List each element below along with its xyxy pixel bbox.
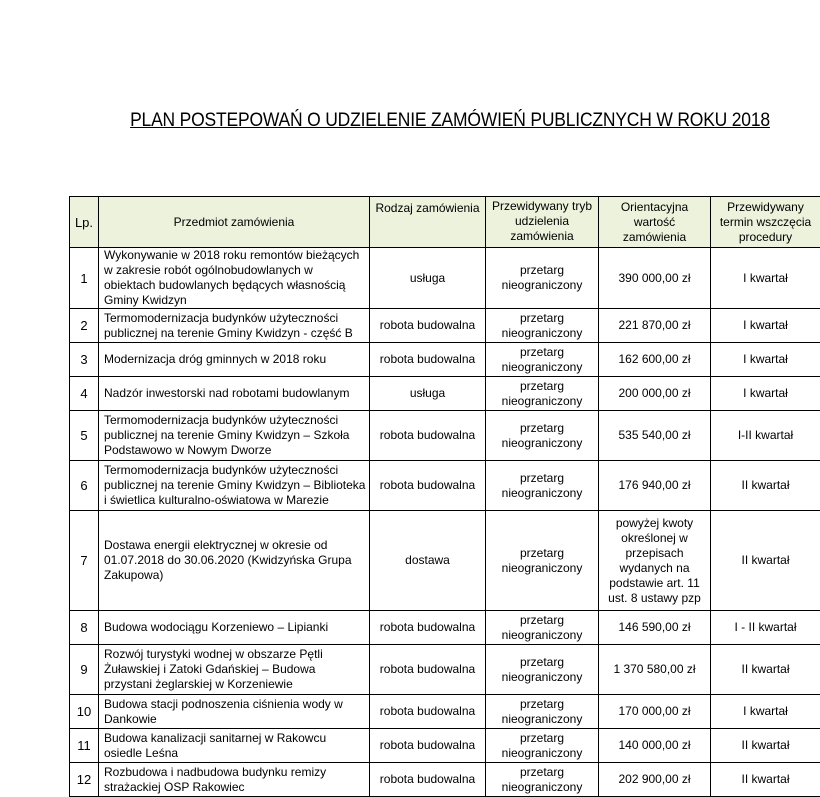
cell-mode: przetarg nieograniczony bbox=[486, 763, 599, 797]
cell-lp: 1 bbox=[70, 248, 99, 309]
cell-mode: przetarg nieograniczony bbox=[486, 695, 599, 729]
cell-subject: Budowa wodociągu Korzeniewo – Lipianki bbox=[99, 611, 370, 645]
cell-subject: Budowa stacji podnoszenia ciśnienia wody w Dankowie bbox=[99, 695, 370, 729]
cell-type: robota budowalna bbox=[370, 611, 486, 645]
table-row bbox=[70, 461, 820, 511]
table-row bbox=[70, 511, 820, 611]
header-value: Orientacyjna wartość zamówienia bbox=[599, 197, 711, 248]
header-mode: Przewidywany tryb udzielenia zamówienia bbox=[486, 197, 599, 248]
table-row bbox=[70, 763, 820, 797]
cell-subject: Rozwój turystyki wodnej w obszarze Pętli Żuławskiej i Zatoki Gdańskiej – Budowa przystani żeglarskiej w Korzeniewie bbox=[99, 645, 370, 695]
cell-mode: przetarg nieograniczony bbox=[486, 511, 599, 611]
cell-term: I kwartał bbox=[711, 248, 820, 309]
cell-subject: Termomodernizacja budynków użyteczności publicznej na terenie Gminy Kwidzyn – Szkoła Podstawowo w Nowym Dworze bbox=[99, 411, 370, 461]
cell-subject: Nadzór inwestorski nad robotami budowlanym bbox=[99, 377, 370, 411]
cell-type: robota budowalna bbox=[370, 461, 486, 511]
table-row bbox=[70, 729, 820, 763]
cell-type: robota budowalna bbox=[370, 695, 486, 729]
header-term: Przewidywany termin wszczęcia procedury bbox=[711, 197, 820, 248]
cell-value: powyżej kwoty określonej w przepisach wydanych na podstawie art. 11 ust. 8 ustawy pzp bbox=[599, 511, 711, 611]
cell-term: I kwartał bbox=[711, 695, 820, 729]
cell-term: I kwartał bbox=[711, 343, 820, 377]
cell-term: I - II kwartał bbox=[711, 611, 820, 645]
table-row bbox=[70, 611, 820, 645]
cell-lp: 4 bbox=[70, 377, 99, 411]
cell-mode: przetarg nieograniczony bbox=[486, 377, 599, 411]
cell-subject: Termomodernizacja budynków użyteczności publicznej na terenie Gminy Kwidzyn – Biblioteka i świetlica kulturalno-oświatowa w Marezie bbox=[99, 461, 370, 511]
table-row bbox=[70, 343, 820, 377]
cell-term: II kwartał bbox=[711, 763, 820, 797]
cell-mode: przetarg nieograniczony bbox=[486, 461, 599, 511]
cell-lp: 12 bbox=[70, 763, 99, 797]
header-lp: Lp. bbox=[70, 197, 99, 248]
cell-value: 162 600,00 zł bbox=[599, 343, 711, 377]
cell-term: II kwartał bbox=[711, 645, 820, 695]
cell-value: 146 590,00 zł bbox=[599, 611, 711, 645]
cell-type: robota budowalna bbox=[370, 309, 486, 343]
table-header-row bbox=[70, 197, 820, 248]
cell-value: 535 540,00 zł bbox=[599, 411, 711, 461]
cell-mode: przetarg nieograniczony bbox=[486, 729, 599, 763]
cell-value: 140 000,00 zł bbox=[599, 729, 711, 763]
cell-subject: Rozbudowa i nadbudowa budynku remizy strażackiej OSP Rakowiec bbox=[99, 763, 370, 797]
cell-subject: Dostawa energii elektrycznej w okresie od 01.07.2018 do 30.06.2020 (Kwidzyńska Grupa Zakupowa) bbox=[99, 511, 370, 611]
cell-lp: 2 bbox=[70, 309, 99, 343]
cell-subject: Wykonywanie w 2018 roku remontów bieżących w zakresie robót ogólnobudowlanych w obiektach budowlanych będących własnością Gminy Kwidzyn bbox=[99, 248, 370, 309]
cell-type: dostawa bbox=[370, 511, 486, 611]
table-row bbox=[70, 309, 820, 343]
cell-term: II kwartał bbox=[711, 729, 820, 763]
procurement-plan-table bbox=[69, 196, 820, 797]
cell-subject: Modernizacja dróg gminnych w 2018 roku bbox=[99, 343, 370, 377]
cell-lp: 10 bbox=[70, 695, 99, 729]
cell-value: 176 940,00 zł bbox=[599, 461, 711, 511]
table-row bbox=[70, 645, 820, 695]
cell-type: robota budowalna bbox=[370, 411, 486, 461]
cell-lp: 5 bbox=[70, 411, 99, 461]
cell-subject: Budowa kanalizacji sanitarnej w Rakowcu osiedle Leśna bbox=[99, 729, 370, 763]
table-row bbox=[70, 695, 820, 729]
cell-lp: 9 bbox=[70, 645, 99, 695]
table-row bbox=[70, 377, 820, 411]
cell-mode: przetarg nieograniczony bbox=[486, 309, 599, 343]
cell-value: 221 870,00 zł bbox=[599, 309, 711, 343]
cell-type: usługa bbox=[370, 377, 486, 411]
cell-type: usługa bbox=[370, 248, 486, 309]
cell-lp: 11 bbox=[70, 729, 99, 763]
cell-mode: przetarg nieograniczony bbox=[486, 645, 599, 695]
cell-type: robota budowalna bbox=[370, 343, 486, 377]
cell-subject: Termomodernizacja budynków użyteczności publicznej na terenie Gminy Kwidzyn - część B bbox=[99, 309, 370, 343]
table-row bbox=[70, 248, 820, 309]
page-title: PLAN POSTEPOWAŃ O UDZIELENIE ZAMÓWIEŃ PUBLICZNYCH W ROKU 2018 bbox=[36, 110, 820, 132]
cell-lp: 8 bbox=[70, 611, 99, 645]
cell-value: 390 000,00 zł bbox=[599, 248, 711, 309]
cell-term: II kwartał bbox=[711, 511, 820, 611]
cell-lp: 3 bbox=[70, 343, 99, 377]
cell-type: robota budowalna bbox=[370, 645, 486, 695]
cell-lp: 6 bbox=[70, 461, 99, 511]
cell-value: 200 000,00 zł bbox=[599, 377, 711, 411]
cell-term: I-II kwartał bbox=[711, 411, 820, 461]
cell-type: robota budowalna bbox=[370, 763, 486, 797]
cell-value: 1 370 580,00 zł bbox=[599, 645, 711, 695]
cell-mode: przetarg nieograniczony bbox=[486, 611, 599, 645]
cell-mode: przetarg nieograniczony bbox=[486, 343, 599, 377]
header-type: Rodzaj zamówienia bbox=[370, 197, 486, 248]
cell-mode: przetarg nieograniczony bbox=[486, 248, 599, 309]
cell-lp: 7 bbox=[70, 511, 99, 611]
cell-term: I kwartał bbox=[711, 377, 820, 411]
cell-term: II kwartał bbox=[711, 461, 820, 511]
cell-term: I kwartał bbox=[711, 309, 820, 343]
cell-value: 202 900,00 zł bbox=[599, 763, 711, 797]
table-row bbox=[70, 411, 820, 461]
cell-value: 170 000,00 zł bbox=[599, 695, 711, 729]
cell-type: robota budowalna bbox=[370, 729, 486, 763]
header-subject: Przedmiot zamówienia bbox=[99, 197, 370, 248]
cell-mode: przetarg nieograniczony bbox=[486, 411, 599, 461]
